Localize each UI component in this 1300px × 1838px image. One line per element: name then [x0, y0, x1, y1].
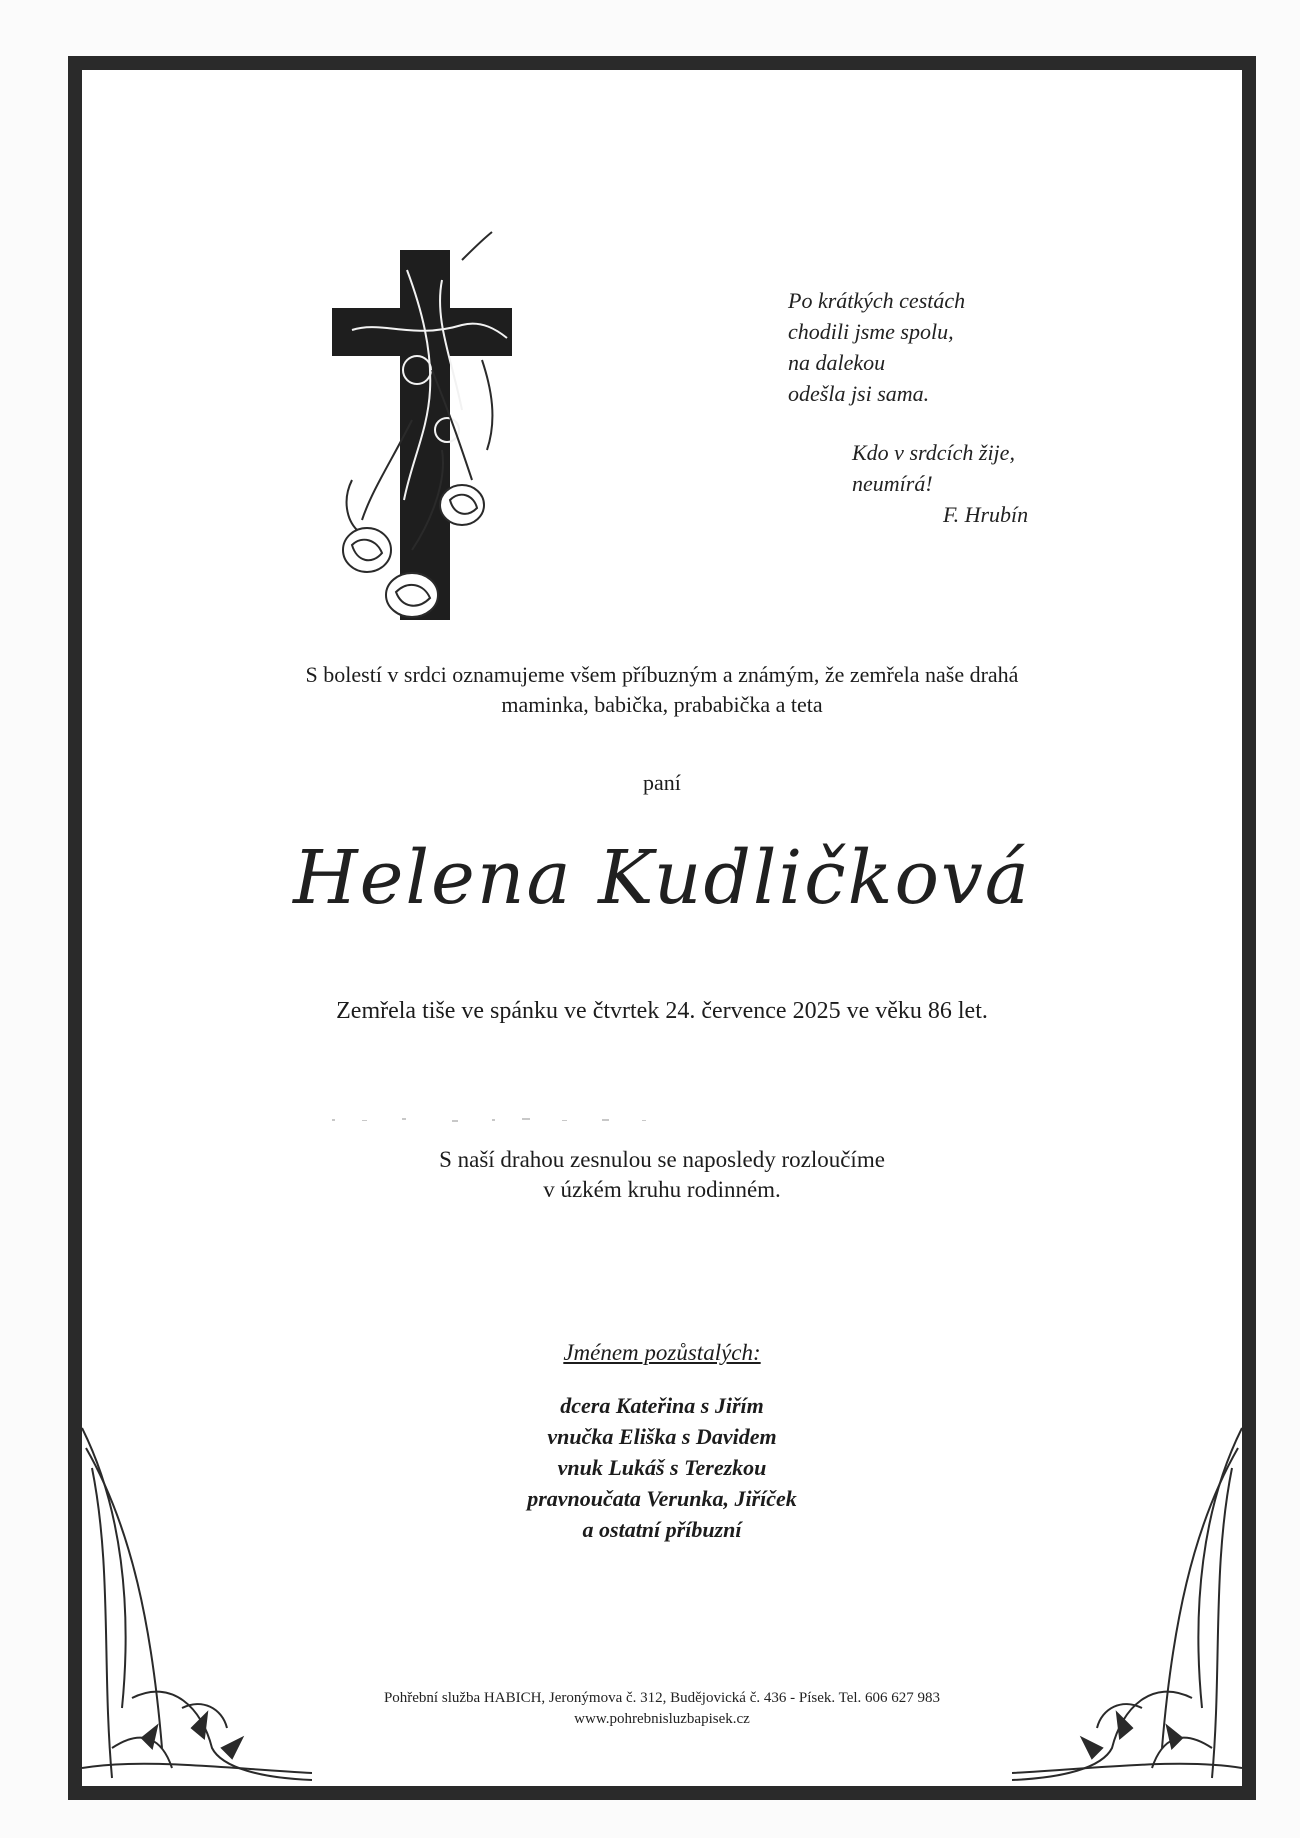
farewell-line: v úzkém kruhu rodinném. — [543, 1177, 781, 1202]
poem-line: Kdo v srdcích žije, — [852, 440, 1015, 465]
poem-line: chodili jsme spolu, — [788, 319, 954, 344]
farewell-line: S naší drahou zesnulou se naposledy rozloučíme — [439, 1147, 885, 1172]
announcement-line: S bolestí v srdci oznamujeme všem příbuzným a známým, že zemřela naše drahá — [305, 662, 1019, 687]
announcement-line: maminka, babička, prababička a teta — [501, 692, 823, 717]
mourner-item: a ostatní příbuzní — [582, 1517, 742, 1542]
mourner-item: vnuk Lukáš s Terezkou — [557, 1455, 767, 1480]
signature-heading: Jménem pozůstalých: — [563, 1340, 761, 1365]
footer-address: Pohřební služba HABICH, Jeronýmova č. 312, Budějovická č. 436 - Písek. Tel. 606 627 983 — [383, 1690, 941, 1706]
cross-with-roses-icon — [312, 220, 527, 630]
poem-line: neumírá! — [852, 471, 933, 496]
poem-line: na dalekou — [788, 350, 886, 375]
mourner-item: pravnoučata Verunka, Jiříček — [527, 1486, 797, 1511]
poem-quote — [788, 285, 1048, 530]
deceased-name: Helena Kudličková — [293, 835, 1031, 921]
mourner-item: dcera Kateřina s Jiřím — [560, 1393, 764, 1418]
death-notice: Zemřela tiše ve spánku ve čtvrtek 24. července 2025 ve věku 86 let. — [336, 998, 988, 1024]
poem-line: odešla jsi sama. — [788, 381, 930, 406]
funeral-service-footer — [162, 1688, 1162, 1730]
poem-author: F. Hrubín — [943, 502, 1029, 527]
poem-line: Po krátkých cestách — [788, 288, 966, 313]
announcement-text — [162, 660, 1162, 720]
print-speckle — [322, 1115, 682, 1125]
mourner-item: vnučka Eliška s Davidem — [547, 1424, 777, 1449]
title-prefix: paní — [643, 770, 681, 795]
obituary-frame — [68, 56, 1256, 1800]
farewell-text — [162, 1145, 1162, 1205]
footer-website: www.pohrebnisluzbapisek.cz — [574, 1711, 750, 1727]
